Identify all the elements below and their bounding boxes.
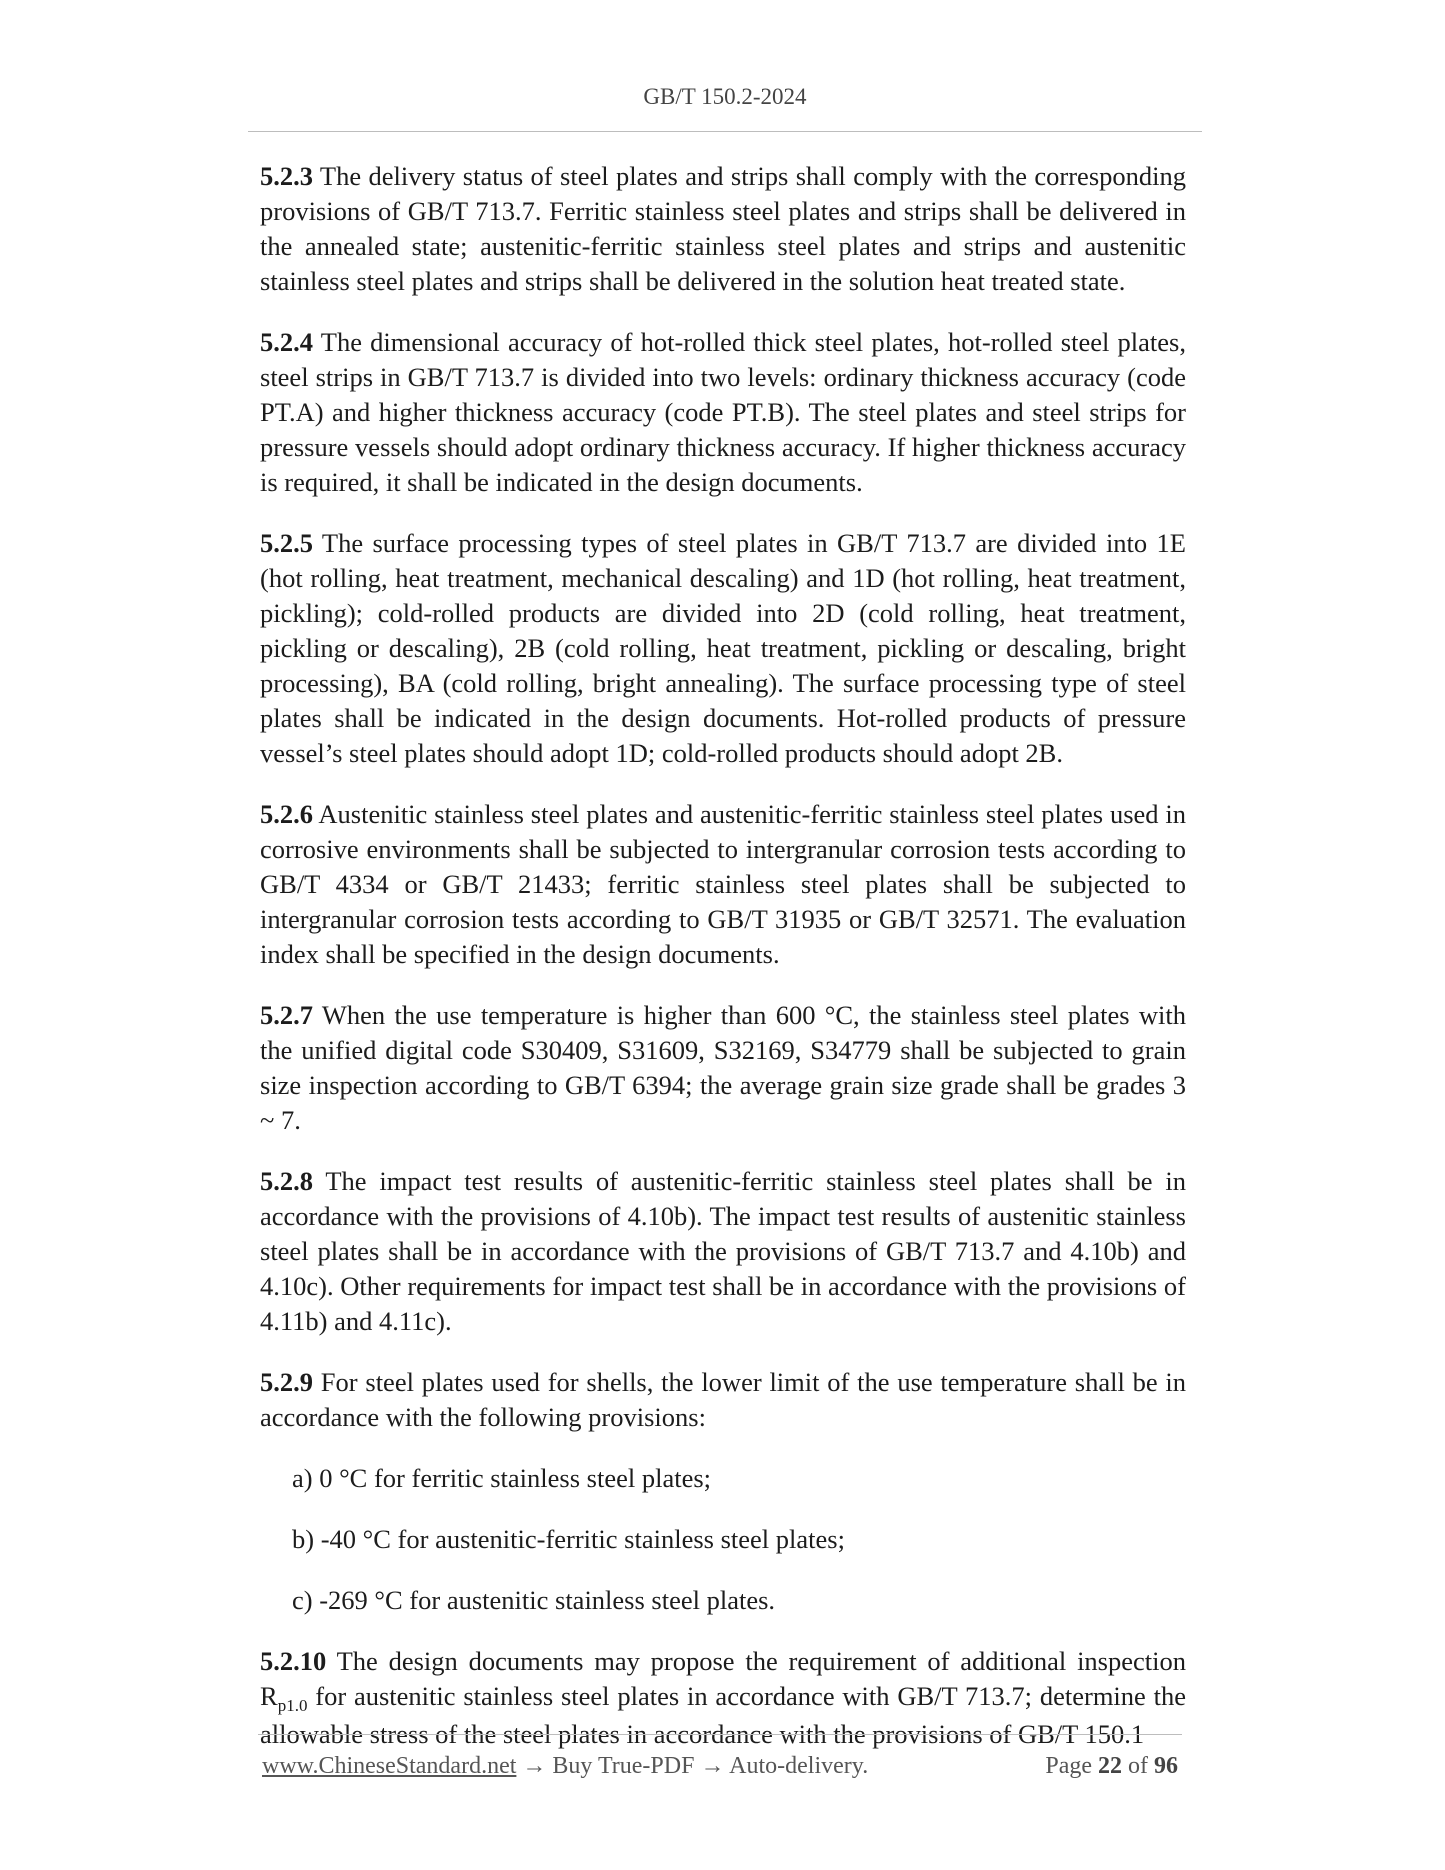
clause-5-2-10 bbox=[260, 1644, 1186, 1752]
clause-text: The delivery status of steel plates and strips shall comply with the corresponding provisions of GB/T 713.7. Ferritic stainless steel plates and strips shall be delivered in the annealed state; austenitic-ferritic stainless steel plates and strips and austenitic stainless steel plates and strips shall be delivered in the solution heat treated state. bbox=[260, 161, 1186, 296]
clause-5-2-7 bbox=[260, 998, 1186, 1138]
arrow-right-icon: → bbox=[522, 1753, 547, 1779]
clause-number: 5.2.8 bbox=[260, 1166, 313, 1196]
clause-number: 5.2.3 bbox=[260, 161, 313, 191]
total-pages: 96 bbox=[1154, 1753, 1178, 1779]
list-item-b: b) -40 °C for austenitic-ferritic stainless steel plates; bbox=[292, 1524, 845, 1554]
clause-number: 5.2.9 bbox=[260, 1367, 313, 1397]
footer-divider bbox=[258, 1734, 1182, 1735]
clause-text: The impact test results of austenitic-ferritic stainless steel plates shall be in accordance with the provisions of 4.10b). The impact test results of austenitic stainless steel plates shall be in accordance with the provisions of GB/T 713.7 and 4.10b) and 4.10c). Other requirements for impact test shall be in accordance with the provisions of 4.11b) and 4.11c). bbox=[260, 1166, 1186, 1336]
list-item-a: a) 0 °C for ferritic stainless steel plates; bbox=[292, 1463, 712, 1493]
clause-number: 5.2.5 bbox=[260, 528, 313, 558]
arrow-right-icon: → bbox=[700, 1753, 725, 1779]
clause-text: The dimensional accuracy of hot-rolled thick steel plates, hot-rolled steel plates, steel strips in GB/T 713.7 is divided into two levels: ordinary thickness accuracy (code PT.A) and higher thickness accuracy (code PT.B). The steel plates and steel strips for pressure vessels should adopt ordinary thickness accuracy. If higher thickness accuracy is required, it shall be indicated in the design documents. bbox=[260, 327, 1186, 497]
document-body bbox=[260, 159, 1186, 1778]
page-counter bbox=[1045, 1753, 1178, 1780]
website-link[interactable]: www.ChineseStandard.net bbox=[262, 1753, 517, 1779]
clause-number: 5.2.6 bbox=[260, 799, 313, 829]
document-header: GB/T 150.2-2024 bbox=[643, 84, 807, 109]
auto-delivery-text: Auto-delivery. bbox=[729, 1753, 869, 1779]
clause-text: For steel plates used for shells, the lower limit of the use temperature shall be in accordance with the following provisions: bbox=[260, 1367, 1186, 1432]
of-label: of bbox=[1128, 1753, 1148, 1779]
clause-text: When the use temperature is higher than 600 °C, the stainless steel plates with the unified digital code S30409, S31609, S32169, S34779 shall be subjected to grain size inspection according to GB/T 6394; the average grain size grade shall be grades 3 ~ 7. bbox=[260, 1000, 1186, 1135]
footer-links bbox=[262, 1753, 868, 1780]
list-item-c: c) -269 °C for austenitic stainless steel plates. bbox=[292, 1585, 776, 1615]
buy-pdf-text: Buy True-PDF bbox=[552, 1753, 695, 1779]
clause-5-2-5 bbox=[260, 526, 1186, 771]
clause-5-2-9 bbox=[260, 1365, 1186, 1435]
clause-text: Austenitic stainless steel plates and austenitic-ferritic stainless steel plates used in corrosive environments shall be subjected to intergranular corrosion tests according to GB/T 4334 or GB/T 21433; ferritic stainless steel plates shall be subjected to intergranular corrosion tests according to GB/T 31935 or GB/T 32571. The evaluation index shall be specified in the design documents. bbox=[260, 799, 1186, 969]
clause-number: 5.2.4 bbox=[260, 327, 313, 357]
clause-5-2-8 bbox=[260, 1164, 1186, 1339]
clause-text: The surface processing types of steel plates in GB/T 713.7 are divided into 1E (hot rolling, heat treatment, mechanical descaling) and 1D (hot rolling, heat treatment, pickling); cold-rolled products are divided into 2D (cold rolling, heat treatment, pickling or descaling), 2B (cold rolling, heat treatment, pickling or descaling, bright processing), BA (cold rolling, bright annealing). The surface processing type of steel plates shall be indicated in the design documents. Hot-rolled products of pressure vessel’s steel plates should adopt 1D; cold-rolled products should adopt 2B. bbox=[260, 528, 1186, 768]
clause-5-2-6 bbox=[260, 797, 1186, 972]
clause-5-2-3 bbox=[260, 159, 1186, 299]
clause-number: 5.2.10 bbox=[260, 1646, 327, 1676]
subscript-p1-0: p1.0 bbox=[277, 1696, 308, 1715]
clause-text: The design documents may propose the requirement of additional inspection R bbox=[260, 1646, 1186, 1711]
clause-number: 5.2.7 bbox=[260, 1000, 313, 1030]
header-divider bbox=[248, 131, 1202, 132]
clause-5-2-4 bbox=[260, 325, 1186, 500]
clause-text-continued: for austenitic stainless steel plates in accordance with GB/T 713.7; determine the allowable stress of the steel plates in accordance with the provisions of GB/T 150.1 bbox=[260, 1681, 1186, 1749]
page-label: Page bbox=[1045, 1753, 1092, 1779]
page-number: 22 bbox=[1098, 1753, 1122, 1779]
